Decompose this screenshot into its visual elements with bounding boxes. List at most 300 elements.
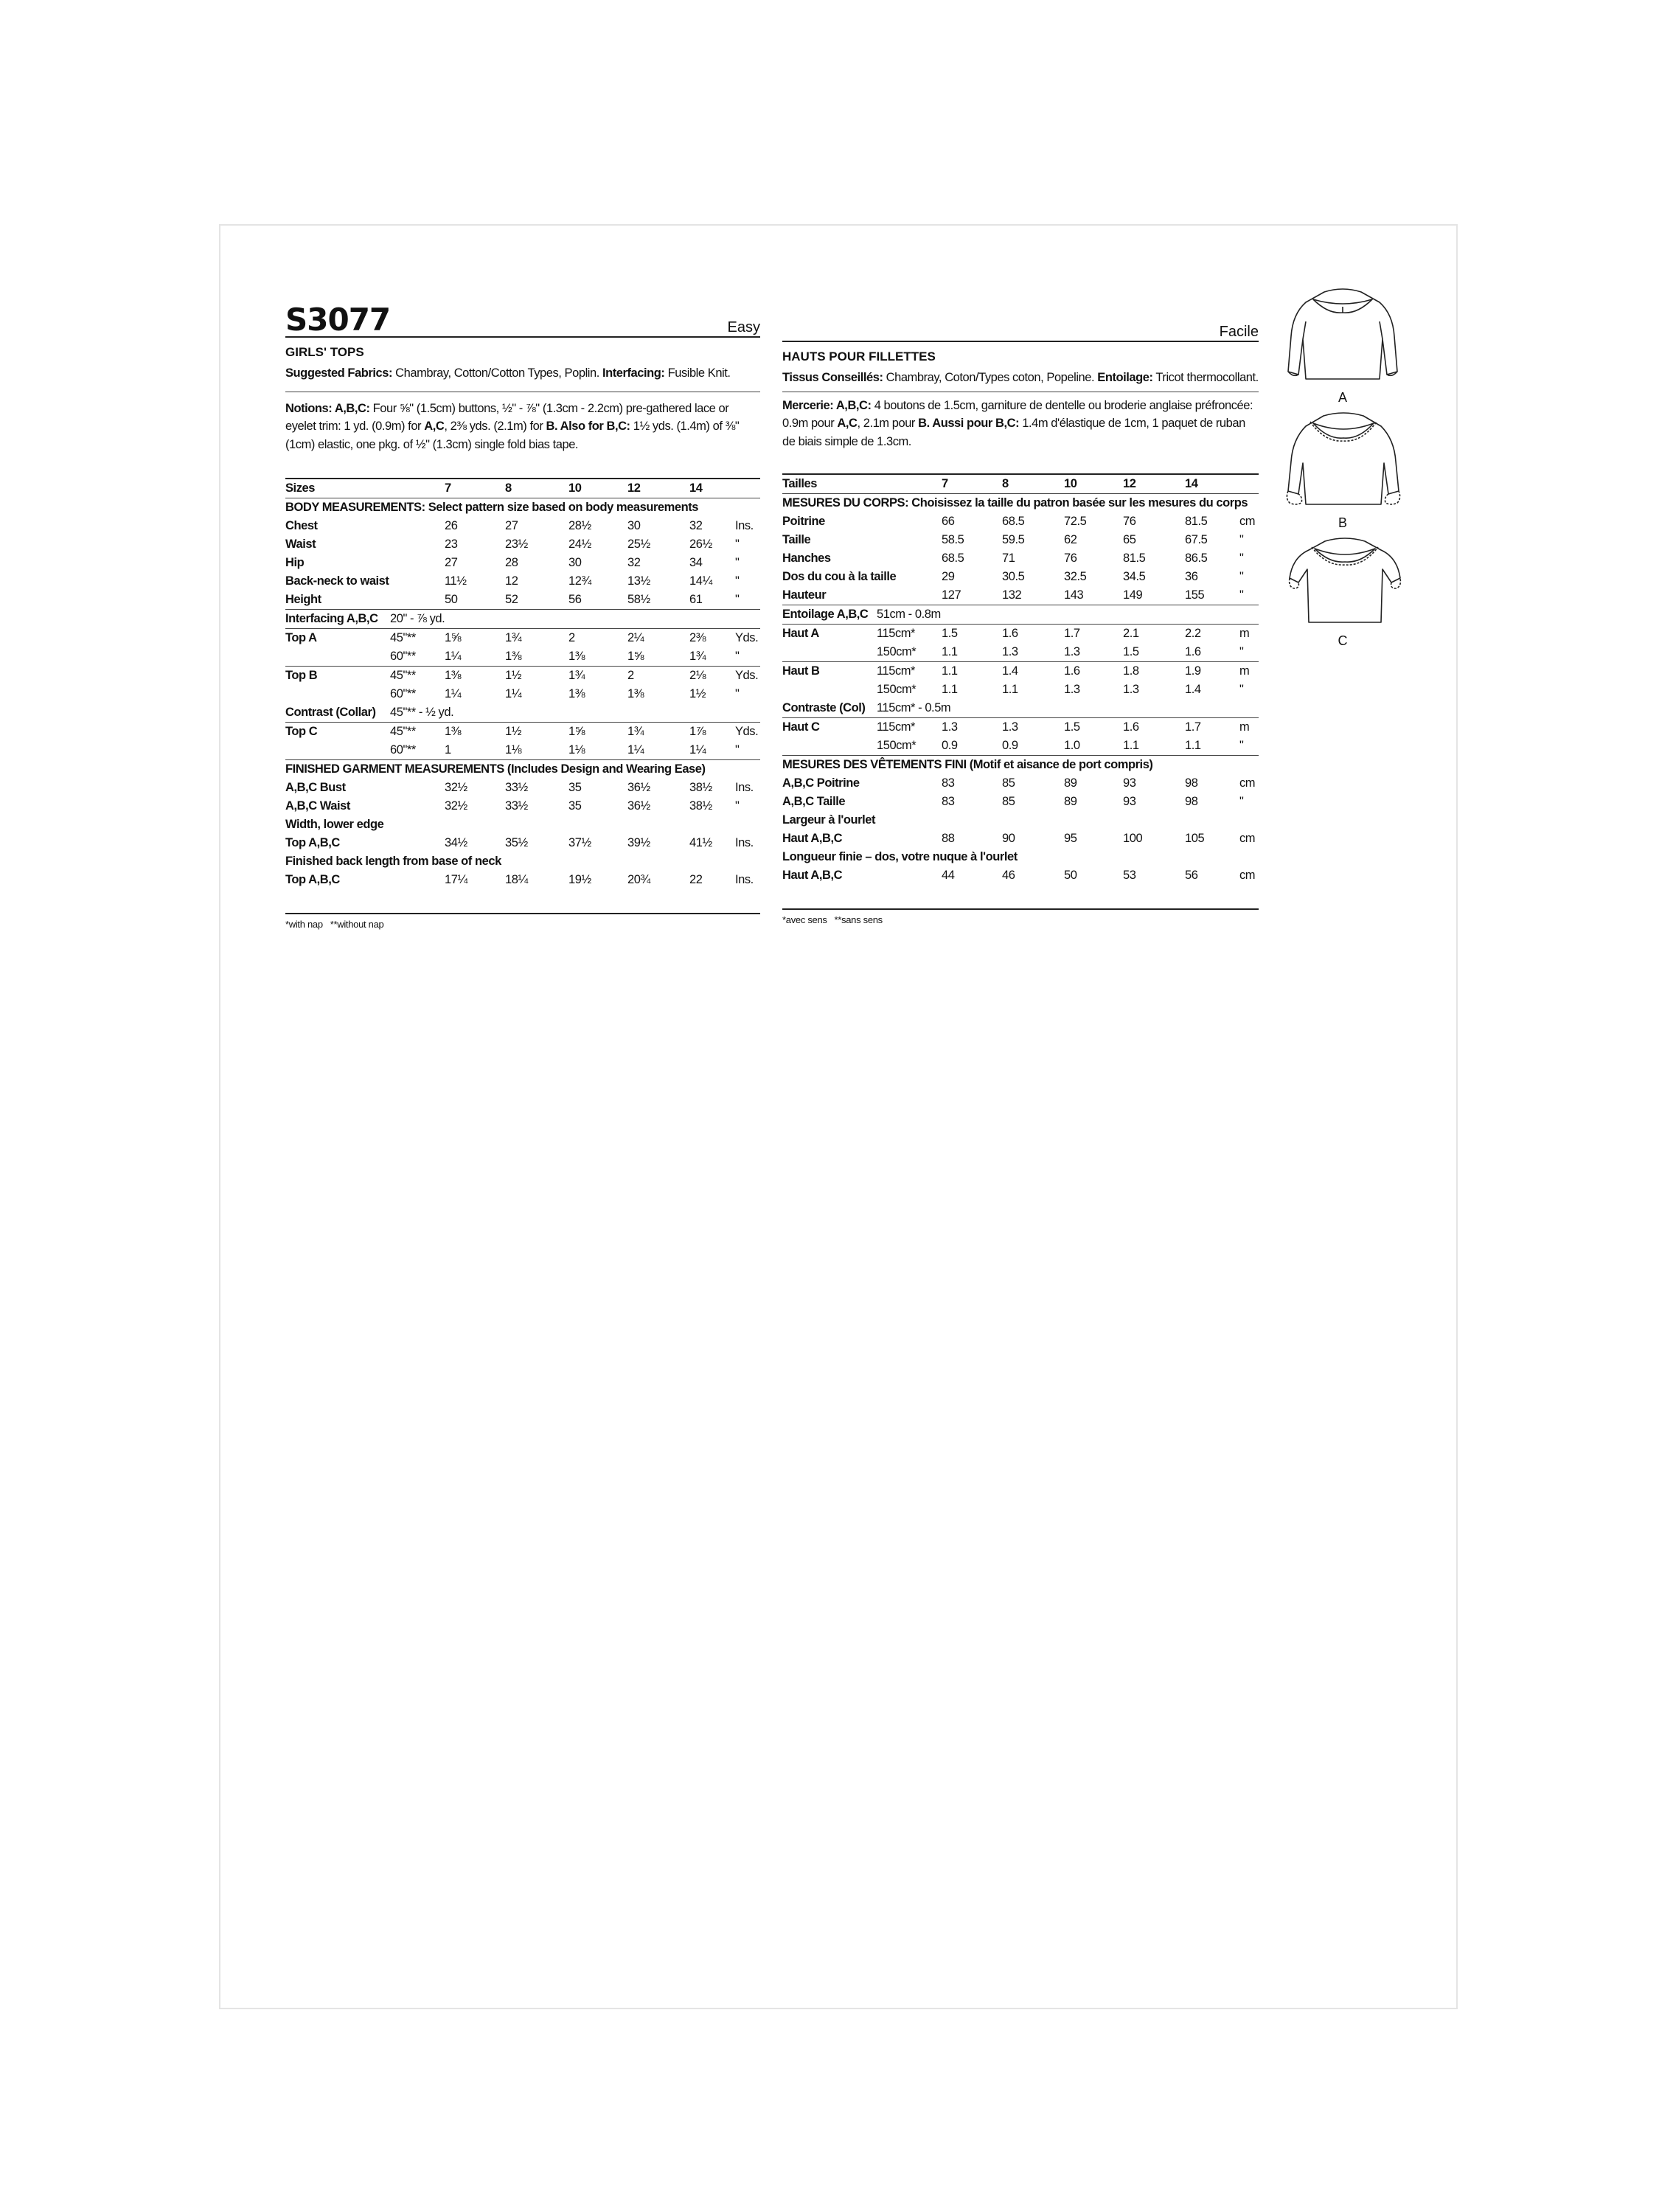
unit: " — [735, 742, 740, 757]
size-value: 20¾ — [627, 872, 650, 886]
difficulty-level: Easy — [727, 319, 760, 335]
size-value: 50 — [1064, 868, 1077, 882]
size-value: 93 — [1123, 794, 1136, 808]
size-value: 1.1 — [1185, 738, 1201, 752]
table-row — [782, 625, 1259, 643]
size-value: 32½ — [445, 780, 467, 794]
section-heading-text: Width, lower edge — [285, 817, 384, 831]
table-row — [782, 586, 1259, 605]
size-value: 30 — [568, 555, 582, 569]
size-value: 38½ — [689, 780, 712, 794]
unit: Ins. — [735, 780, 754, 794]
unit: cm — [1239, 776, 1256, 790]
size-value: 37½ — [568, 835, 591, 849]
row-label: Dos du cou à la taille — [782, 569, 897, 583]
size-value: 105 — [1185, 831, 1205, 845]
table-row — [285, 554, 760, 572]
size-value: 2⅜ — [689, 630, 706, 644]
table-row — [285, 591, 760, 609]
english-footnote: *with nap **without nap — [285, 918, 384, 930]
size-value: 83 — [942, 794, 955, 808]
size-value: 1¼ — [445, 686, 462, 700]
size-column-header: 14 — [1185, 476, 1198, 490]
size-value: 93 — [1123, 776, 1136, 790]
size-column-header: 12 — [1123, 476, 1136, 490]
table-row — [782, 774, 1259, 793]
size-value: 66 — [942, 514, 955, 528]
row-label: Haut A,B,C — [782, 868, 843, 882]
size-column-header: 14 — [689, 481, 703, 495]
row-label: Haut C — [782, 720, 820, 734]
fabric-width: 60"** — [390, 686, 416, 700]
size-value: 76 — [1123, 514, 1136, 528]
size-value: 127 — [942, 588, 961, 602]
table-row — [782, 793, 1259, 811]
size-value: 1⅜ — [445, 724, 462, 738]
size-value: 34 — [689, 555, 703, 569]
size-column-header: 7 — [445, 481, 451, 495]
unit: " — [1239, 682, 1244, 696]
size-value: 1.7 — [1064, 626, 1080, 640]
size-value: 155 — [1185, 588, 1205, 602]
size-header-row — [782, 475, 1259, 493]
size-value: 1.6 — [1064, 664, 1080, 678]
section-heading-text: Largeur à l'ourlet — [782, 813, 876, 827]
size-value: 32.5 — [1064, 569, 1087, 583]
unit: Yds. — [735, 668, 759, 682]
french-header — [782, 289, 1259, 342]
size-value: 1½ — [505, 724, 522, 738]
row-label: Interfacing A,B,C — [285, 611, 378, 625]
size-value: 1.3 — [1064, 682, 1080, 696]
table-row — [285, 871, 760, 889]
french-size-table — [782, 475, 1259, 885]
size-value: 1.3 — [1123, 682, 1139, 696]
size-value: 11½ — [445, 574, 467, 588]
size-value: 1.1 — [1002, 682, 1018, 696]
french-title: HAUTS POUR FILLETTES — [782, 349, 936, 364]
size-value: 65 — [1123, 532, 1136, 546]
size-value: 2.1 — [1123, 626, 1139, 640]
table-row — [285, 517, 760, 535]
size-value: 1.3 — [942, 720, 958, 734]
unit: " — [735, 592, 740, 606]
size-value: 25½ — [627, 537, 650, 551]
table-row — [782, 549, 1259, 568]
unit: cm — [1239, 514, 1256, 528]
tissus-conseilles: Tissus Conseillés: Chambray, Coton/Types coton, Popeline. Entoilage: Tricot thermocollant. — [782, 371, 1259, 384]
size-value: 67.5 — [1185, 532, 1208, 546]
size-value: 72.5 — [1064, 514, 1087, 528]
size-value: 95 — [1064, 831, 1077, 845]
row-label: Top B — [285, 668, 318, 682]
size-value: 132 — [1002, 588, 1022, 602]
size-value: 1.3 — [1002, 644, 1018, 658]
mercerie: Mercerie: A,B,C: 4 boutons de 1.5cm, garniture de dentelle ou broderie anglaise préfroncée: 0.9m pour A,C, 2.1m pour B. Aussi pour B,C: 1.4m d'élastique de 1cm, 1 paquet de ruban de biais simple de 1.3cm. — [782, 398, 1253, 448]
size-value: 1.5 — [1064, 720, 1080, 734]
size-value: 1.6 — [1002, 626, 1018, 640]
row-label: Top A,B,C — [285, 835, 340, 849]
size-value: 50 — [445, 592, 458, 606]
yardage-line — [782, 699, 1259, 717]
size-value: 12¾ — [568, 574, 591, 588]
english-header — [285, 289, 760, 338]
size-value: 1⅞ — [689, 724, 706, 738]
section-heading-text: BODY MEASUREMENTS: Select pattern size based on body measurements — [285, 500, 699, 514]
size-value: 34.5 — [1123, 569, 1146, 583]
size-value: 1.0 — [1064, 738, 1080, 752]
unit: " — [1239, 794, 1244, 808]
row-value: 20" - ⅞ yd. — [390, 611, 445, 625]
size-value: 12 — [505, 574, 518, 588]
size-value: 1¼ — [627, 742, 644, 757]
size-value: 1⅜ — [568, 686, 585, 700]
size-value: 27 — [445, 555, 458, 569]
size-column-header: 8 — [505, 481, 512, 495]
size-value: 1.8 — [1123, 664, 1139, 678]
size-value: 18¼ — [505, 872, 528, 886]
size-value: 1⅛ — [505, 742, 522, 757]
size-value: 36 — [1185, 569, 1198, 583]
row-label: Haut A,B,C — [782, 831, 843, 845]
fabric-width: 150cm* — [877, 644, 917, 658]
english-column — [285, 289, 760, 930]
section-heading — [782, 848, 1259, 866]
fabric-width: 150cm* — [877, 682, 917, 696]
size-value: 2⅛ — [689, 668, 706, 682]
size-value: 1.9 — [1185, 664, 1201, 678]
size-value: 36½ — [627, 799, 650, 813]
table-row — [285, 647, 760, 666]
section-heading — [285, 498, 760, 517]
size-value: 71 — [1002, 551, 1015, 565]
size-value: 1⅜ — [627, 686, 644, 700]
size-value: 85 — [1002, 794, 1015, 808]
table-row — [782, 681, 1259, 699]
row-value: 51cm - 0.8m — [877, 607, 941, 621]
row-label: A,B,C Waist — [285, 799, 350, 813]
size-value: 1.1 — [942, 664, 958, 678]
size-value: 22 — [689, 872, 703, 886]
size-value: 28½ — [568, 518, 591, 532]
size-value: 1.5 — [942, 626, 958, 640]
table-row — [782, 643, 1259, 661]
size-value: 1.1 — [942, 644, 958, 658]
size-value: 23 — [445, 537, 458, 551]
size-value: 1¾ — [505, 630, 522, 644]
notions: Notions: A,B,C: Four ⅝" (1.5cm) buttons, ½" - ⅞" (1.3cm - 2.2cm) pre-gathered lace or eyelet trim: 1 yd. (0.9m) for A,C, 2⅜ yds. (2.1m) for B. Also for B,C: 1½ yds. (1.4m) of ⅜" (1cm) elastic, one pkg. of ½" (1.3cm) single fold bias tape. — [285, 401, 740, 451]
view-b-label: B — [1338, 515, 1347, 530]
section-heading — [285, 815, 760, 834]
table-row — [782, 531, 1259, 549]
row-label: Chest — [285, 518, 318, 532]
table-bottom-rule — [782, 908, 1259, 910]
fabric-width: 60"** — [390, 649, 416, 663]
size-value: 83 — [942, 776, 955, 790]
row-label: A,B,C Taille — [782, 794, 846, 808]
unit: Yds. — [735, 724, 759, 738]
garment-illustrations — [1275, 285, 1437, 727]
size-value: 30 — [627, 518, 641, 532]
size-value: 59.5 — [1002, 532, 1025, 546]
row-label: Top C — [285, 724, 318, 738]
unit: " — [1239, 588, 1244, 602]
size-value: 1⅜ — [505, 649, 522, 663]
pattern-code: S3077 — [285, 302, 391, 338]
size-value: 68.5 — [942, 551, 964, 565]
unit: cm — [1239, 831, 1256, 845]
size-value: 81.5 — [1185, 514, 1208, 528]
unit: " — [735, 686, 740, 700]
size-value: 1⅜ — [445, 668, 462, 682]
unit: " — [1239, 532, 1244, 546]
table-row — [285, 723, 760, 741]
size-column-header: 8 — [1002, 476, 1009, 490]
row-label: Haut A — [782, 626, 819, 640]
size-value: 1.1 — [942, 682, 958, 696]
table-row — [285, 667, 760, 685]
size-value: 27 — [505, 518, 518, 532]
section-heading — [782, 494, 1259, 512]
size-value: 32½ — [445, 799, 467, 813]
view-c-label: C — [1338, 633, 1348, 648]
size-value: 2 — [568, 630, 575, 644]
size-value: 89 — [1064, 794, 1077, 808]
size-value: 34½ — [445, 835, 467, 849]
size-value: 26 — [445, 518, 458, 532]
fabric-width: 60"** — [390, 742, 416, 757]
section-heading-text: MESURES DU CORPS: Choisissez la taille du patron basée sur les mesures du corps — [782, 495, 1248, 509]
size-value: 1⅝ — [445, 630, 462, 644]
size-value: 1 — [445, 742, 451, 757]
fabric-width: 115cm* — [877, 626, 916, 640]
size-value: 1.4 — [1185, 682, 1201, 696]
unit: " — [1239, 569, 1244, 583]
view-a-illustration — [1284, 285, 1402, 388]
row-label: Contrast (Collar) — [285, 705, 376, 719]
unit: " — [1239, 644, 1244, 658]
unit: m — [1239, 626, 1250, 640]
unit: Ins. — [735, 872, 754, 886]
size-value: 2.2 — [1185, 626, 1201, 640]
size-value: 1¾ — [627, 724, 644, 738]
pattern-envelope-sheet — [219, 224, 1458, 2009]
difficulty-level-fr: Facile — [1219, 324, 1259, 340]
size-value: 39½ — [627, 835, 650, 849]
french-footnote: *avec sens **sans sens — [782, 914, 883, 925]
size-value: 14¼ — [689, 574, 712, 588]
size-value: 41½ — [689, 835, 712, 849]
row-label: Taille — [782, 532, 811, 546]
size-value: 62 — [1064, 532, 1077, 546]
table-row — [285, 572, 760, 591]
unit: " — [1239, 738, 1244, 752]
size-value: 56 — [568, 592, 582, 606]
row-value: 45"** - ½ yd. — [390, 705, 454, 719]
size-value: 1.3 — [1064, 644, 1080, 658]
sizes-label: Tailles — [782, 476, 817, 490]
size-column-header: 10 — [568, 481, 582, 495]
row-value: 115cm* - 0.5m — [877, 700, 951, 714]
section-heading — [285, 852, 760, 871]
unit: " — [735, 537, 740, 551]
size-value: 76 — [1064, 551, 1077, 565]
size-value: 1⅛ — [568, 742, 585, 757]
size-value: 98 — [1185, 776, 1198, 790]
table-row — [285, 685, 760, 703]
row-label: A,B,C Poitrine — [782, 776, 860, 790]
size-value: 17¼ — [445, 872, 467, 886]
section-heading-text: Finished back length from base of neck — [285, 854, 501, 868]
fabric-width: 150cm* — [877, 738, 917, 752]
size-value: 19½ — [568, 872, 591, 886]
unit: m — [1239, 720, 1250, 734]
size-value: 23½ — [505, 537, 528, 551]
size-value: 44 — [942, 868, 955, 882]
table-row — [782, 718, 1259, 737]
english-title: GIRLS' TOPS — [285, 345, 364, 359]
size-value: 33½ — [505, 780, 528, 794]
french-column — [782, 289, 1259, 925]
row-label: Top A,B,C — [285, 872, 340, 886]
section-heading — [782, 811, 1259, 830]
size-value: 36½ — [627, 780, 650, 794]
section-heading — [782, 756, 1259, 774]
fabric-width: 45"** — [390, 630, 416, 644]
table-row — [782, 866, 1259, 885]
size-value: 85 — [1002, 776, 1015, 790]
table-bottom-rule — [285, 913, 760, 914]
row-label: Contraste (Col) — [782, 700, 866, 714]
size-value: 100 — [1123, 831, 1143, 845]
size-column-header: 7 — [942, 476, 948, 490]
size-value: 86.5 — [1185, 551, 1208, 565]
size-value: 0.9 — [942, 738, 958, 752]
size-value: 1¼ — [445, 649, 462, 663]
size-value: 38½ — [689, 799, 712, 813]
size-value: 0.9 — [1002, 738, 1018, 752]
size-value: 68.5 — [1002, 514, 1025, 528]
size-value: 2 — [627, 668, 634, 682]
fabric-width: 115cm* — [877, 664, 916, 678]
size-value: 1⅝ — [568, 724, 585, 738]
sizes-label: Sizes — [285, 481, 315, 495]
row-label: Top A — [285, 630, 317, 644]
row-label: Entoilage A,B,C — [782, 607, 869, 621]
english-size-table — [285, 479, 760, 889]
size-value: 61 — [689, 592, 703, 606]
row-label: Haut B — [782, 664, 820, 678]
size-value: 1.1 — [1123, 738, 1139, 752]
size-value: 1.5 — [1123, 644, 1139, 658]
size-value: 26½ — [689, 537, 712, 551]
size-column-header: 10 — [1064, 476, 1077, 490]
size-value: 32 — [689, 518, 703, 532]
unit: " — [735, 649, 740, 663]
table-row — [782, 830, 1259, 848]
size-value: 2¼ — [627, 630, 644, 644]
table-row — [285, 779, 760, 797]
table-row — [285, 834, 760, 852]
unit: cm — [1239, 868, 1256, 882]
size-value: 81.5 — [1123, 551, 1146, 565]
unit: " — [735, 799, 740, 813]
size-value: 1¾ — [689, 649, 706, 663]
size-value: 1½ — [505, 668, 522, 682]
size-value: 56 — [1185, 868, 1198, 882]
unit: " — [735, 555, 740, 569]
unit: " — [735, 574, 740, 588]
yardage-line — [285, 703, 760, 722]
size-value: 1.4 — [1002, 664, 1018, 678]
unit: Yds. — [735, 630, 759, 644]
row-label: Hauteur — [782, 588, 827, 602]
table-row — [285, 629, 760, 647]
size-column-header: 12 — [627, 481, 641, 495]
view-b-illustration — [1281, 410, 1406, 513]
fabric-width: 115cm* — [877, 720, 916, 734]
size-value: 89 — [1064, 776, 1077, 790]
table-row — [285, 797, 760, 815]
table-row — [782, 662, 1259, 681]
size-value: 1.6 — [1185, 644, 1201, 658]
size-value: 1⅝ — [627, 649, 644, 663]
section-heading — [285, 760, 760, 779]
yardage-line — [782, 605, 1259, 624]
size-value: 53 — [1123, 868, 1136, 882]
unit: m — [1239, 664, 1250, 678]
size-value: 58.5 — [942, 532, 964, 546]
size-value: 1½ — [689, 686, 706, 700]
table-row — [285, 535, 760, 554]
table-row — [782, 568, 1259, 586]
size-value: 1.7 — [1185, 720, 1201, 734]
size-value: 1⅜ — [568, 649, 585, 663]
unit: Ins. — [735, 835, 754, 849]
size-value: 98 — [1185, 794, 1198, 808]
table-row — [782, 512, 1259, 531]
size-value: 29 — [942, 569, 955, 583]
row-label: A,B,C Bust — [285, 780, 346, 794]
suggested-fabrics: Suggested Fabrics: Chambray, Cotton/Cotton Types, Poplin. Interfacing: Fusible Knit. — [285, 366, 731, 380]
size-value: 1¼ — [689, 742, 706, 757]
size-value: 13½ — [627, 574, 650, 588]
row-label: Height — [285, 592, 321, 606]
section-heading-text: FINISHED GARMENT MEASUREMENTS (Includes Design and Wearing Ease) — [285, 762, 706, 776]
size-value: 1.3 — [1002, 720, 1018, 734]
size-value: 143 — [1064, 588, 1084, 602]
size-value: 32 — [627, 555, 641, 569]
size-value: 24½ — [568, 537, 591, 551]
size-value: 30.5 — [1002, 569, 1025, 583]
size-value: 1.6 — [1123, 720, 1139, 734]
size-value: 52 — [505, 592, 518, 606]
size-value: 33½ — [505, 799, 528, 813]
size-value: 35 — [568, 780, 582, 794]
unit: Ins. — [735, 518, 754, 532]
size-value: 149 — [1123, 588, 1143, 602]
unit: " — [1239, 551, 1244, 565]
yardage-line — [285, 610, 760, 628]
row-label: Hanches — [782, 551, 831, 565]
row-label: Poitrine — [782, 514, 825, 528]
row-label: Back-neck to waist — [285, 574, 389, 588]
size-value: 1¼ — [505, 686, 522, 700]
size-value: 58½ — [627, 592, 650, 606]
size-value: 46 — [1002, 868, 1015, 882]
view-a-label: A — [1338, 390, 1347, 405]
section-heading-text: MESURES DES VÊTEMENTS FINI (Motif et aisance de port compris) — [782, 757, 1153, 771]
